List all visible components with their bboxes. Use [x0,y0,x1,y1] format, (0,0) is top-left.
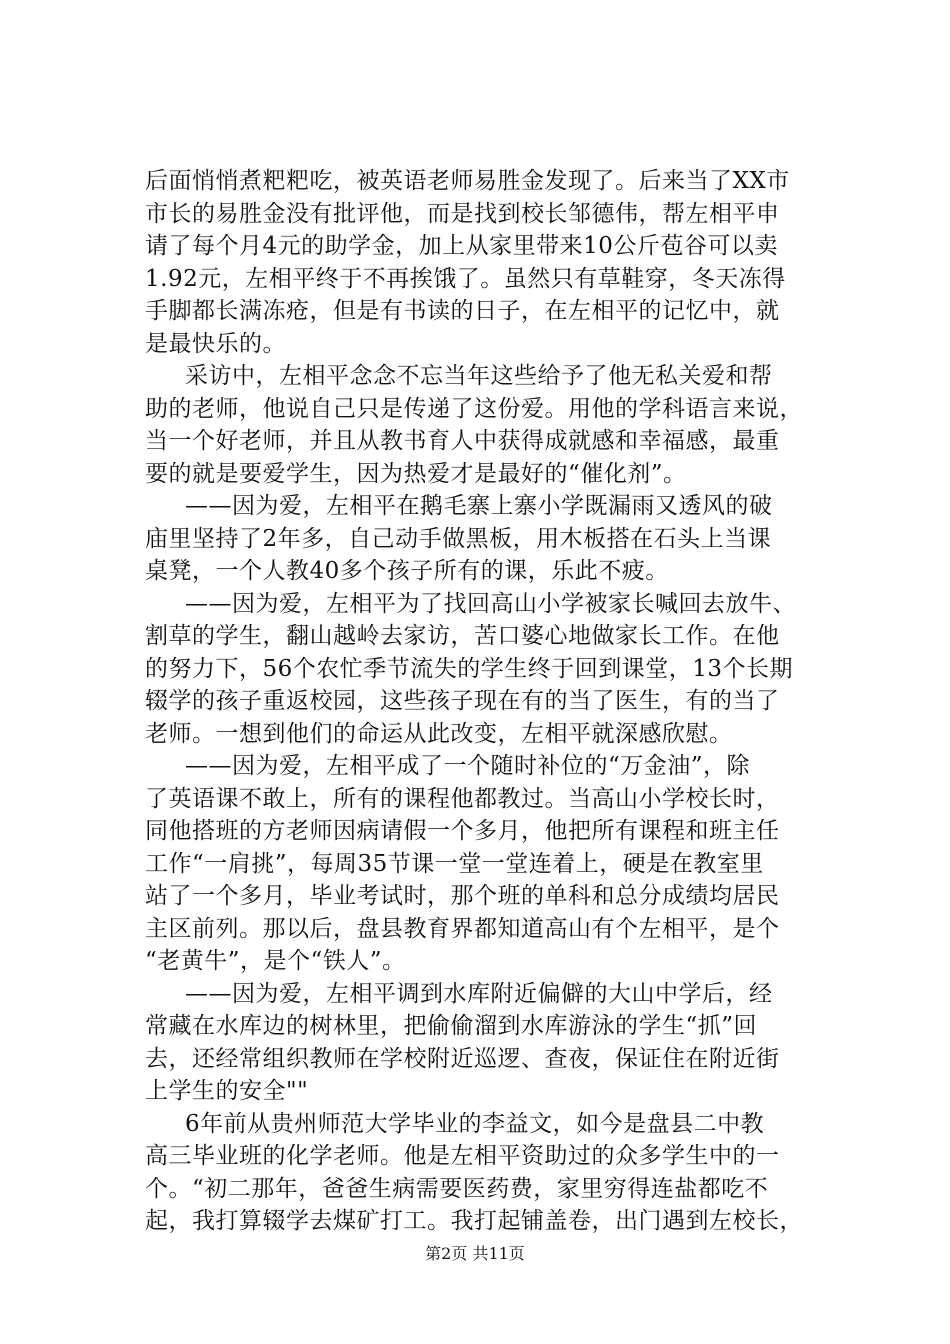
text-line: 手脚都长满冻疮，但是有书读的日子，在左相平的记忆中，就 [145,298,780,324]
text-line: 上学生的安全"" [145,1078,309,1104]
text-line: 庙里坚持了2年多，自己动手做黑板，用木板搭在石头上当课 [145,525,772,552]
text-line: 割草的学生，翻山越岭去家访，苦口婆心地做家长工作。在他 [145,623,780,649]
text-line: 工作“一肩挑”，每周35节课一堂一堂连着上，硬是在教室里 [145,850,764,877]
text-line: 当一个好老师，并且从教书育人中获得成就感和幸福感，最重 [145,428,780,454]
text-line: 主区前列。那以后，盘县教育界都知道高山有个左相平，是个 [145,915,780,942]
text-line: 是最快乐的。 [145,330,286,357]
text-line: ——因为爱，左相平成了一个随时补位的“万金油”，除 [185,753,751,779]
text-line: “老黄牛”，是个“铁人”。 [145,948,406,974]
text-line: 助的老师，他说自己只是传递了这份爱。用他的学科语言来说， [145,395,803,422]
body-text [145,165,835,1238]
text-line: 请了每个月4元的助学金，加上从家里带来10公斤苞谷可以卖 [145,233,778,259]
text-line: 辍学的孩子重返校园，这些孩子现在有的当了医生，有的当了 [145,688,780,714]
text-line: 去，还经常组织教师在学校附近巡逻、查夜，保证住在附近街 [145,1045,780,1072]
text-line: 采访中，左相平念念不忘当年这些给予了他无私关爱和帮 [185,363,773,389]
text-line: 1.92元，左相平终于不再挨饿了。虽然只有草鞋穿，冬天冻得 [145,265,786,292]
text-line: 站了一个多月，毕业考试时，那个班的单科和总分成绩均居民 [145,883,780,909]
text-line: ——因为爱，左相平为了找回高山小学被家长喊回去放牛、 [185,590,796,617]
text-line: 高三毕业班的化学老师。他是左相平资助过的众多学生中的一 [145,1143,780,1169]
text-line: 要的就是要爱学生，因为热爱才是最好的“催化剂”。 [145,460,687,487]
text-line: ——因为爱，左相平调到水库附近偏僻的大山中学后，经 [185,980,773,1007]
text-line: 个。“初二那年，爸爸生病需要医药费，家里穷得连盐都吃不 [145,1175,769,1202]
text-line: 市长的易胜金没有批评他，而是找到校长邹德伟，帮左相平申 [145,200,780,227]
text-line: ——因为爱，左相平在鹅毛寨上寨小学既漏雨又透风的破 [185,493,773,519]
page-footer: 第2页 共11页 [425,1244,525,1263]
text-line: 老师。一想到他们的命运从此改变，左相平就深感欣慰。 [145,720,733,747]
text-line: 的努力下，56个农忙季节流失的学生终于回到课堂，13个长期 [145,655,794,682]
text-line: 同他搭班的方老师因病请假一个多月，他把所有课程和班主任 [145,818,780,844]
text-line: 常藏在水库边的树林里，把偷偷溜到水库游泳的学生“抓”回 [145,1013,758,1039]
text-line: 6年前从贵州师范大学毕业的李益文，如今是盘县二中教 [185,1110,765,1137]
text-line: 了英语课不敢上，所有的课程他都教过。当高山小学校长时， [145,785,780,812]
text-line: 起，我打算辍学去煤矿打工。我打起铺盖卷，出门遇到左校长， [145,1208,803,1234]
text-line: 后面悄悄煮粑粑吃，被英语老师易胜金发现了。后来当了XX市 [145,168,790,194]
text-line: 桌凳，一个人教40多个孩子所有的课，乐此不疲。 [145,558,669,584]
